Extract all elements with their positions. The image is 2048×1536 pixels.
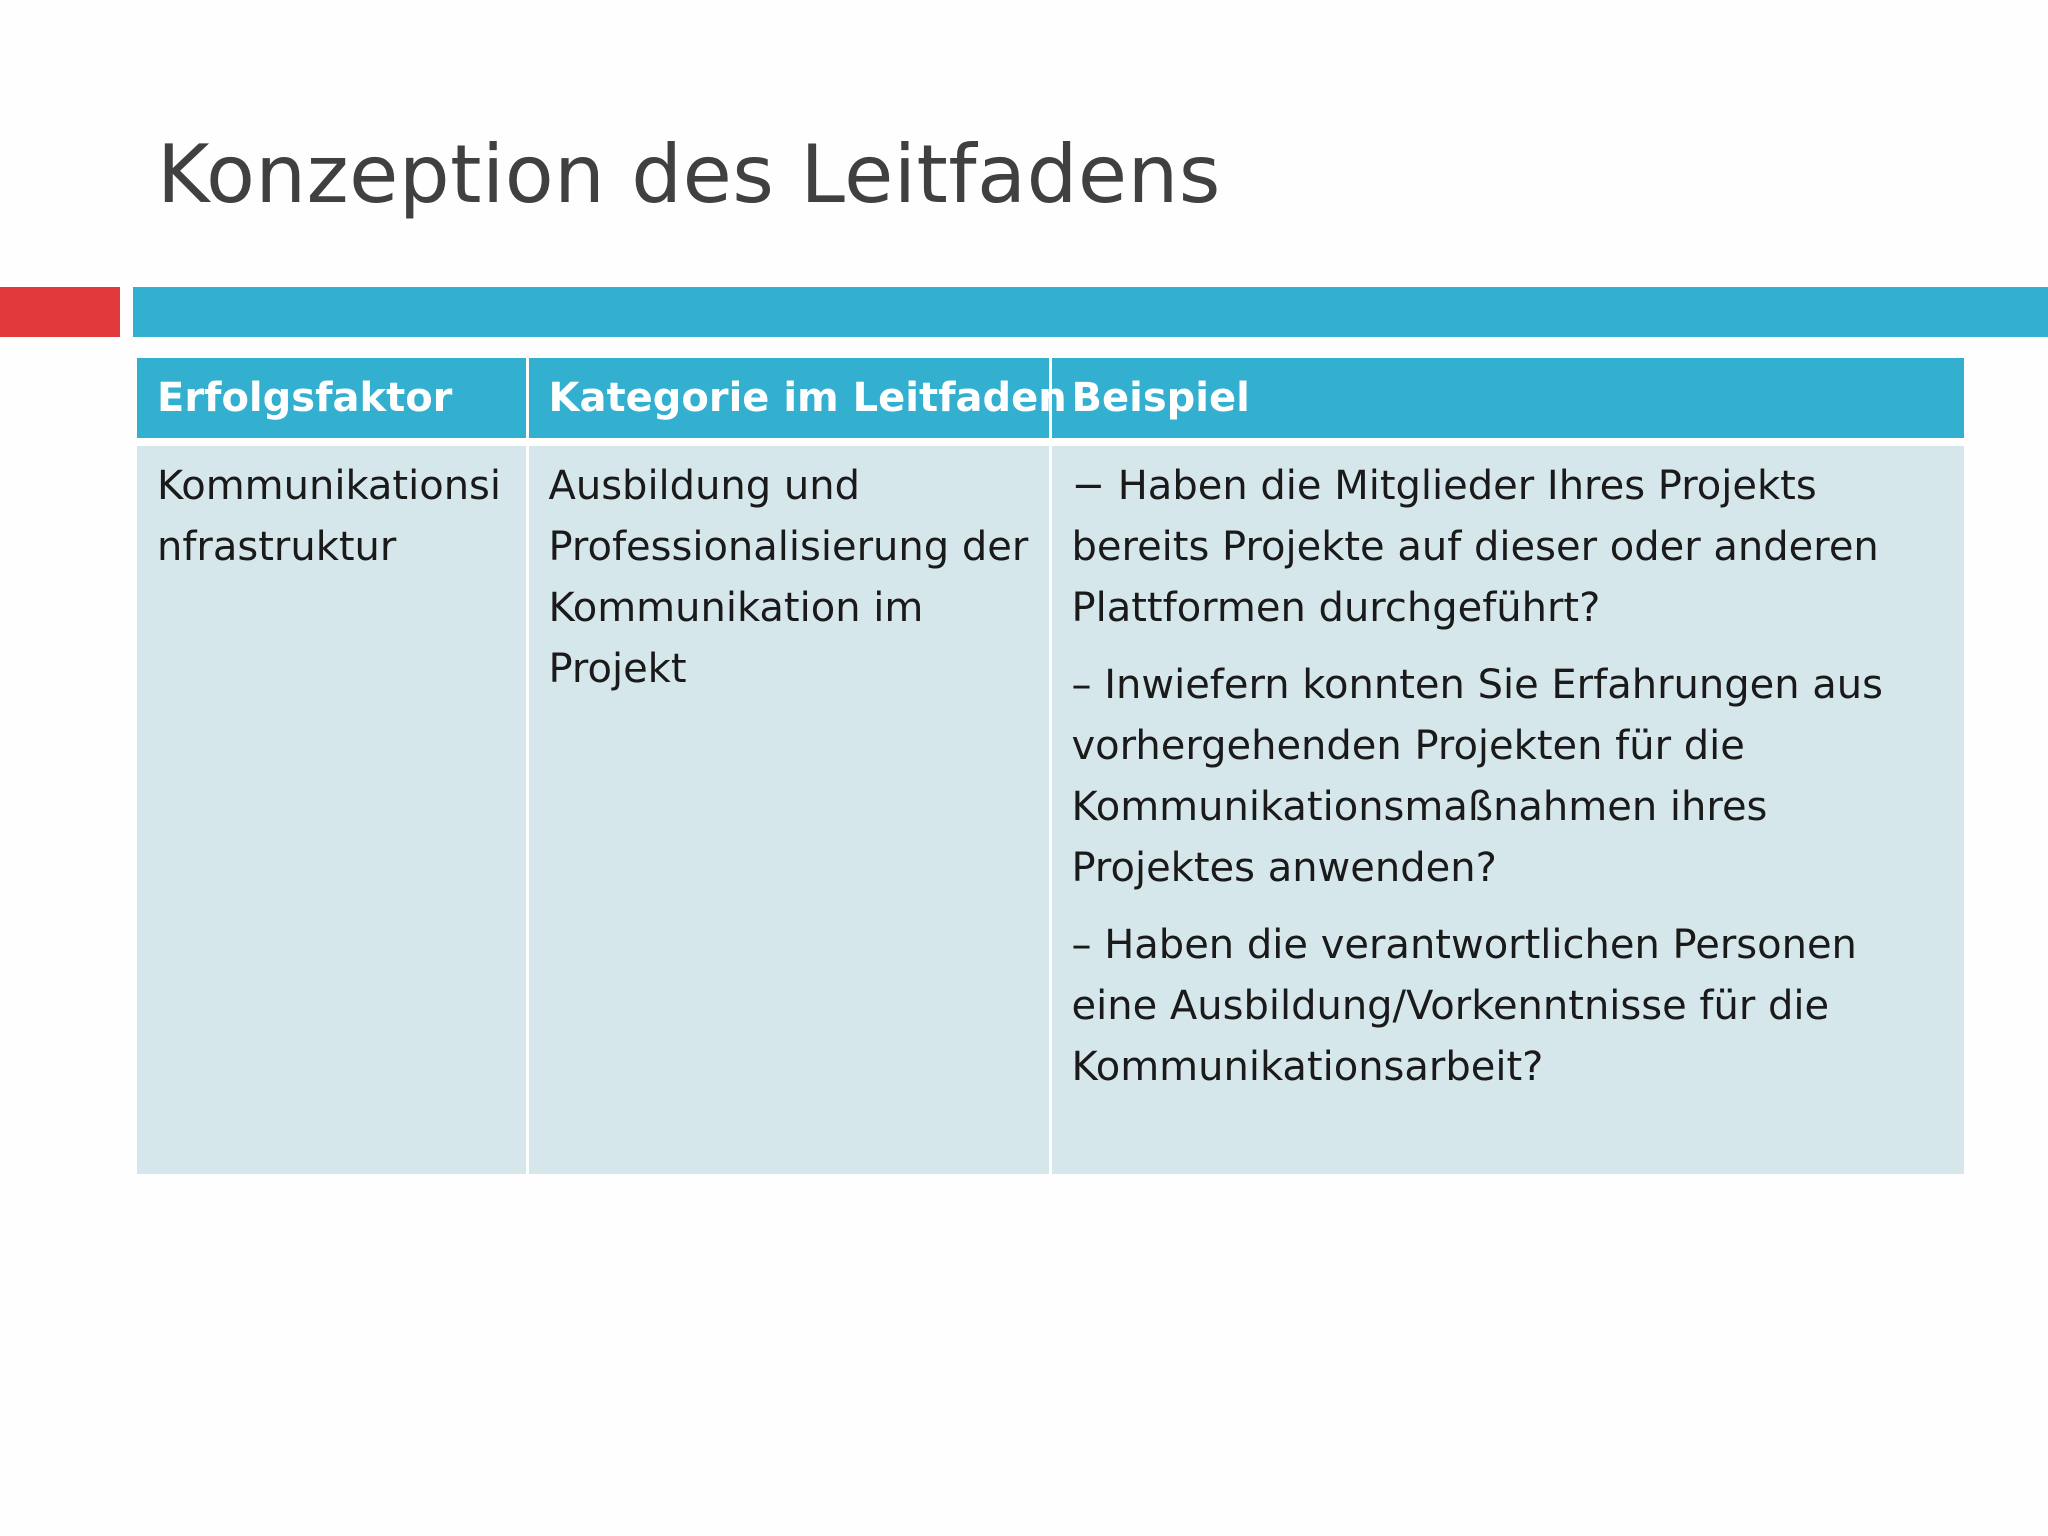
accent-bar-red bbox=[0, 287, 120, 337]
accent-bar-blue bbox=[133, 287, 2048, 337]
header-beispiel: Beispiel bbox=[1050, 358, 1964, 442]
beispiel-item-2: – Inwiefern konnten Sie Erfahrungen aus vorhergehenden Projekten für die Kommunikationsmaßnahmen ihres Projektes anwenden? bbox=[1071, 662, 1883, 891]
beispiel-item-3: – Haben die verantwortlichen Personen eine Ausbildung/Vorkenntnisse für die Kommunikationsarbeit? bbox=[1071, 922, 1857, 1090]
cell-beispiel bbox=[1050, 442, 1964, 1174]
content-table bbox=[137, 358, 1964, 1174]
slide-title: Konzeption des Leitfadens bbox=[157, 128, 1221, 221]
header-erfolgsfaktor: Erfolgsfaktor bbox=[137, 358, 527, 442]
erfolgsfaktor-text: Kommunikationsinfrastruktur bbox=[157, 463, 502, 570]
table-row bbox=[137, 442, 1964, 1174]
header-kategorie: Kategorie im Leitfaden bbox=[527, 358, 1050, 442]
cell-kategorie bbox=[527, 442, 1050, 1174]
table-header-row bbox=[137, 358, 1964, 442]
cell-erfolgsfaktor bbox=[137, 442, 527, 1174]
kategorie-text: Ausbildung und Professionalisierung der Kommunikation im Projekt bbox=[548, 463, 1029, 692]
beispiel-item-1: − Haben die Mitglieder Ihres Projekts bereits Projekte auf dieser oder anderen Plattformen durchgeführt? bbox=[1071, 463, 1879, 631]
